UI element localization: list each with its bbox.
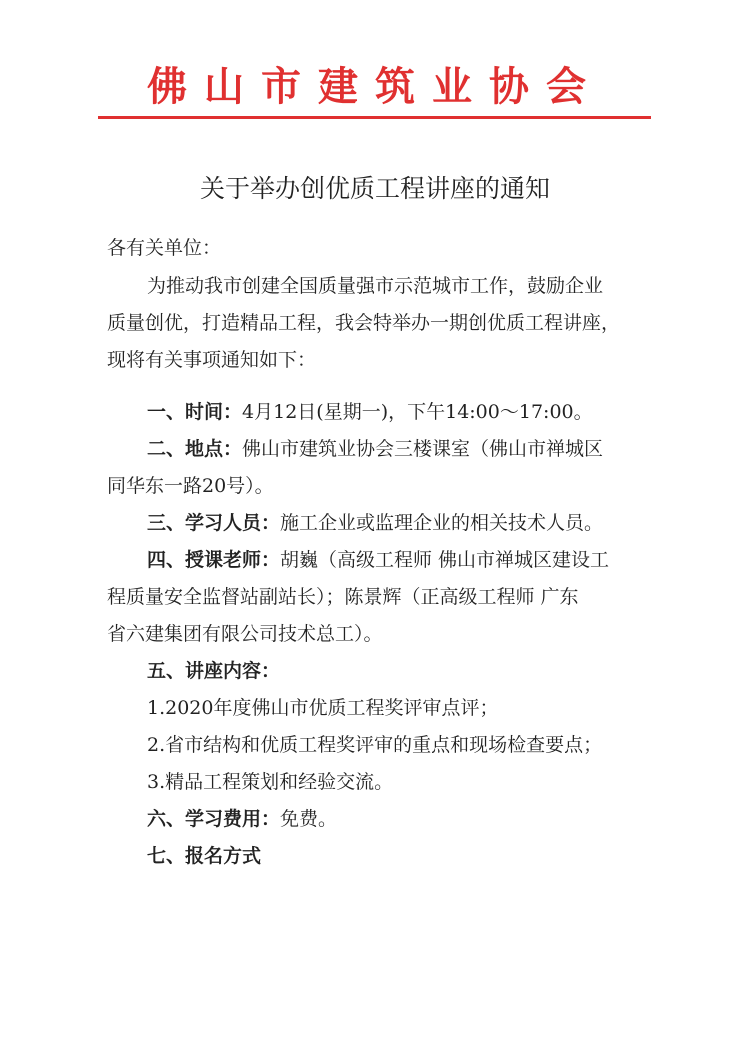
item-content-2: 2.省市结构和优质工程奖评审的重点和现场检查要点； xyxy=(147,734,603,756)
item-content-label: 五、讲座内容： xyxy=(147,660,281,682)
item-fee-label: 六、学习费用： xyxy=(147,808,281,830)
item-content-3: 3.精品工程策划和经验交流。 xyxy=(147,771,394,793)
item-attendees-value: 施工企业或监理企业的相关技术人员。 xyxy=(280,512,604,534)
item-place xyxy=(107,431,637,468)
intro-line-2: 质量创优，打造精品工程，我会特举办一期创优质工程讲座， xyxy=(107,312,621,334)
intro-line-1: 为推动我市创建全国质量强市示范城市工作，鼓励企业 xyxy=(147,275,604,297)
item-signup-label: 七、报名方式 xyxy=(147,845,262,867)
letterhead-red-rule xyxy=(98,116,651,119)
item-teacher-value-2: 程质量安全监督站副站长）；陈景辉（正高级工程师 广东 xyxy=(107,586,579,608)
notice-title: 关于举办创优质工程讲座的通知 xyxy=(199,174,550,203)
item-time-value: 4月12日(星期一)，下午14:00～17:00。 xyxy=(242,401,593,423)
item-time-label: 一、时间： xyxy=(147,401,243,423)
item-place-value-2: 同华东一路20号）。 xyxy=(107,475,274,497)
salutation: 各有关单位： xyxy=(107,237,222,259)
item-time xyxy=(107,394,637,431)
item-content-1: 1.2020年度佛山市优质工程奖评审点评； xyxy=(147,697,499,719)
item-teacher xyxy=(107,542,637,579)
item-fee xyxy=(107,801,637,838)
item-teacher-label: 四、授课老师： xyxy=(147,549,281,571)
notice-items xyxy=(107,394,637,875)
letterhead-org-name: 佛山市建筑业协会 xyxy=(147,63,603,110)
item-place-label: 二、地点： xyxy=(147,438,243,460)
item-attendees xyxy=(107,505,637,542)
intro-paragraph xyxy=(107,268,637,379)
item-place-value-1: 佛山市建筑业协会三楼课室（佛山市禅城区 xyxy=(242,438,604,460)
item-fee-value: 免费。 xyxy=(280,808,338,830)
intro-line-3: 现将有关事项通知如下： xyxy=(107,349,317,371)
item-teacher-value-3: 省六建集团有限公司技术总工）。 xyxy=(107,623,383,645)
item-teacher-value-1: 胡巍（高级工程师 佛山市禅城区建设工 xyxy=(280,549,610,571)
item-attendees-label: 三、学习人员： xyxy=(147,512,281,534)
